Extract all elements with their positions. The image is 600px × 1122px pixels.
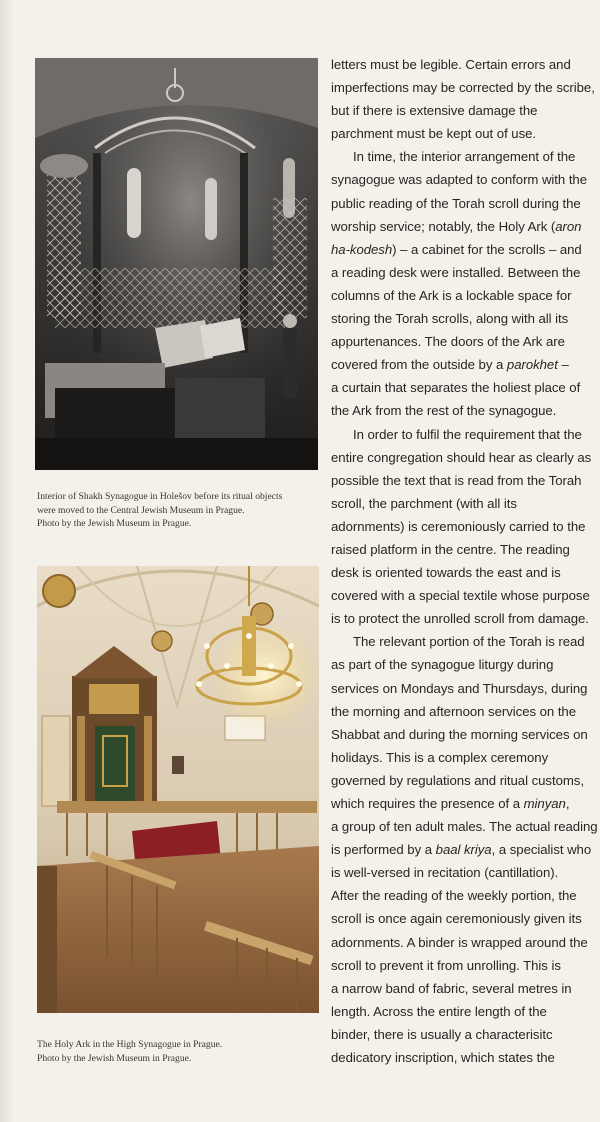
text-line (331, 353, 599, 376)
text-segment: worship service; notably, the Holy Ark ( (331, 218, 556, 234)
text-line: adornments. A binder is wrapped around the (331, 934, 588, 950)
text-line: is to protect the unrolled scroll from damage. (331, 611, 589, 627)
text-line: adornments) is ceremoniously carried to the (331, 518, 586, 534)
text-line: a reading desk were installed. Between the (331, 264, 581, 280)
photo-shakh-synagogue-interior (35, 58, 318, 470)
text-line: services on Mondays and Thursdays, during (331, 680, 588, 696)
text-line: raised platform in the centre. The reading (331, 541, 570, 557)
text-line: as part of the synagogue liturgy during (331, 657, 554, 673)
text-line: the morning and afternoon services on the (331, 703, 577, 719)
text-line: appurtenances. The doors of the Ark are (331, 334, 565, 350)
text-line: length. Across the entire length of the (331, 1003, 547, 1019)
text-line: a curtain that separates the holiest place of (331, 380, 581, 396)
text-line: After the reading of the weekly portion, the (331, 888, 577, 904)
text-line: holidays. This is a complex ceremony (331, 749, 549, 765)
text-line: synagogue was adapted to conform with the (331, 172, 588, 188)
photo-holy-ark-high-synagogue (37, 566, 319, 1013)
text-italic: minyan (523, 796, 566, 811)
text-line: the Ark from the rest of the synagogue. (331, 403, 557, 419)
text-line: scroll, the parchment (with all its (331, 495, 517, 511)
text-line: entire congregation should hear as clearly as (331, 449, 592, 465)
text-italic: ha-kodesh (331, 241, 393, 257)
text-line: binder, there is usually a characterisitc (331, 1026, 553, 1042)
text-segment: – (557, 357, 569, 373)
text-line: covered with a special textile whose purpose (331, 588, 590, 604)
caption-line: Interior of Shakh Synagogue in Holešov before its ritual objects (37, 491, 283, 502)
text-line: a group of ten adult males. The actual reading (331, 819, 598, 835)
text-segment: , (565, 796, 570, 811)
text-line: public reading of the Torah scroll during the (331, 195, 581, 211)
text-line: dedicatory inscription, which states the (331, 1050, 555, 1066)
text-line: In time, the interior arrangement of the (353, 149, 576, 165)
caption-photo-2 (37, 1038, 322, 1065)
text-line: storing the Torah scrolls, along with all its (331, 311, 569, 327)
text-line (331, 238, 599, 261)
text-line: desk is oriented towards the east and is (331, 565, 561, 581)
body-text-column (331, 53, 599, 1069)
text-line: In order to fulfil the requirement that the (353, 426, 582, 442)
text-line: scroll is once again ceremoniously given its (331, 911, 582, 927)
text-italic: aron (555, 218, 582, 234)
text-segment: which requires the presence of a (331, 796, 524, 811)
text-line: but if there is extensive damage the (331, 103, 538, 119)
text-italic: parokhet (506, 357, 558, 373)
caption-photo-1 (37, 490, 322, 531)
caption-line: were moved to the Central Jewish Museum in Prague. (37, 504, 245, 516)
text-line (331, 215, 599, 238)
caption-line: The Holy Ark in the High Synagogue in Prague. (37, 1039, 223, 1050)
text-line: Shabbat and during the morning services on (331, 726, 588, 742)
caption-line: Photo by the Jewish Museum in Prague. (37, 518, 192, 529)
text-line: is well-versed in recitation (cantillation). (331, 865, 559, 881)
text-line: a narrow band of fabric, several metres in (331, 980, 572, 996)
text-line: parchment must be kept out of use. (331, 126, 537, 142)
text-line: scroll to prevent it from unrolling. This is (331, 957, 561, 973)
text-line (331, 792, 599, 815)
text-italic: baal kriya (435, 842, 492, 858)
text-segment: is performed by a (331, 842, 436, 858)
text-segment: covered from the outside by a (331, 357, 507, 373)
text-line: letters must be legible. Certain errors and (331, 57, 571, 72)
text-line: columns of the Ark is a lockable space for (331, 287, 572, 303)
text-segment: , a specialist who (491, 842, 592, 858)
page-edge (0, 0, 14, 1122)
text-line: The relevant portion of the Torah is read (353, 634, 585, 650)
text-line: imperfections may be corrected by the scribe, (331, 80, 595, 96)
text-line: possible the text that is read from the Torah (331, 472, 582, 488)
text-line (331, 838, 599, 861)
text-segment: ) – a cabinet for the scrolls – and (392, 241, 582, 257)
text-line: governed by regulations and ritual customs, (331, 772, 584, 788)
caption-line: Photo by the Jewish Museum in Prague. (37, 1052, 192, 1064)
